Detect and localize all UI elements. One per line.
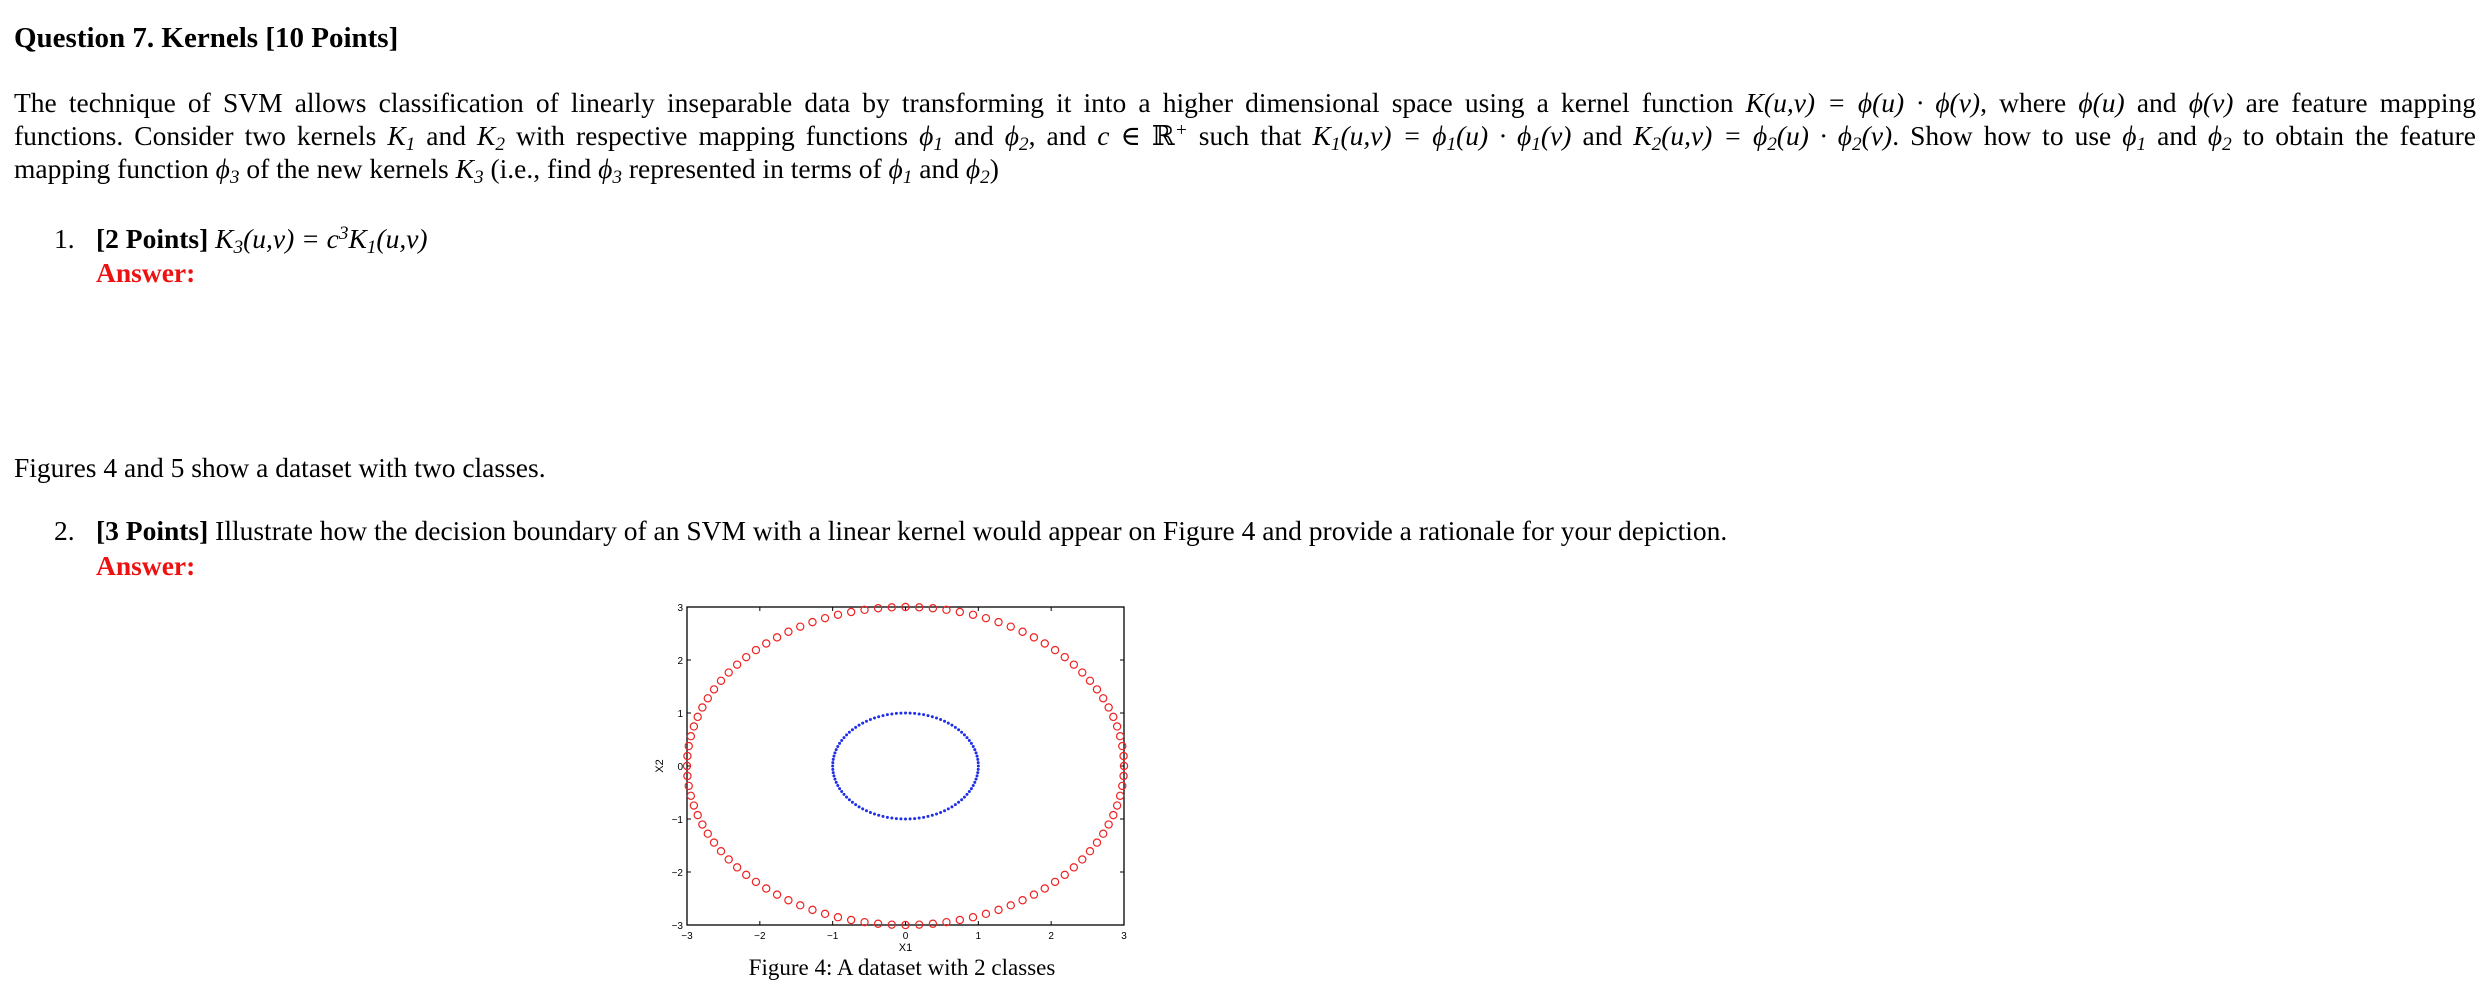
inner-class-point	[843, 736, 846, 739]
outer-class-point	[797, 902, 804, 909]
outer-class-point	[1114, 723, 1121, 730]
outer-class-point	[1105, 704, 1112, 711]
outer-class-point	[1030, 634, 1037, 641]
axis-ticks	[672, 603, 1128, 942]
inner-class-point	[973, 781, 976, 784]
outer-class-point	[848, 916, 855, 923]
inner-class-point	[950, 805, 953, 808]
outer-class-point	[1100, 830, 1107, 837]
outer-class-point	[785, 897, 792, 904]
inner-class-point	[935, 812, 938, 815]
y-tick-label: 0	[677, 762, 683, 773]
outer-class-point	[710, 839, 717, 846]
inner-class-point	[943, 720, 946, 723]
outer-class-point	[1007, 902, 1014, 909]
question-intro	[14, 86, 2476, 188]
inner-class-point	[904, 818, 907, 821]
answer-label-2: Answer:	[96, 550, 196, 581]
inner-class-point	[960, 731, 963, 734]
scatter-plot	[634, 592, 1154, 954]
outer-class-point	[743, 871, 750, 878]
inner-class-point	[976, 774, 979, 777]
inner-class-point	[954, 726, 957, 729]
y-tick-label: 2	[677, 656, 683, 667]
inner-class-point	[935, 717, 938, 720]
outer-class-point	[1019, 897, 1026, 904]
outer-class-point	[929, 605, 936, 612]
inner-class-point	[939, 718, 942, 721]
x-tick-label: 0	[902, 931, 909, 942]
outer-class-point	[1093, 839, 1100, 846]
inner-class-point	[886, 713, 889, 716]
inner-class-point	[832, 758, 835, 761]
inner-class-point	[836, 745, 839, 748]
inner-class-point	[835, 748, 838, 751]
outer-class-point	[704, 830, 711, 837]
outer-class-point	[690, 802, 697, 809]
outer-class-point	[687, 792, 694, 799]
inner-class-point	[954, 803, 957, 806]
inner-class-point	[976, 771, 979, 774]
inner-class-point	[970, 742, 973, 745]
outer-class-point	[785, 628, 792, 635]
y-tick-label: −1	[671, 815, 683, 826]
inner-class-point	[831, 761, 834, 764]
inner-class-point	[977, 765, 980, 768]
outer-class-point	[1100, 695, 1107, 702]
outer-class-point	[1051, 878, 1058, 885]
inner-class-point	[947, 722, 950, 725]
outer-class-point	[1030, 891, 1037, 898]
inner-class-point	[977, 761, 980, 764]
inner-class-point	[922, 713, 925, 716]
inner-class-point	[886, 816, 889, 819]
x-tick-label: 1	[975, 931, 982, 942]
inner-class-point	[873, 812, 876, 815]
outer-class-point	[725, 669, 732, 676]
inner-class-point	[947, 807, 950, 810]
outer-class-point	[1114, 802, 1121, 809]
inner-class-point	[832, 771, 835, 774]
outer-class-point	[685, 782, 692, 789]
inner-class-point	[899, 712, 902, 715]
inner-class-point	[904, 712, 907, 715]
outer-class-point	[809, 906, 816, 913]
outer-class-point	[809, 619, 816, 626]
outer-class-point	[982, 910, 989, 917]
inner-class-point	[960, 798, 963, 801]
inner-class-point	[881, 714, 884, 717]
outer-class-point	[821, 615, 828, 622]
outer-class-point	[704, 695, 711, 702]
outer-class-point	[1061, 654, 1068, 661]
outer-class-point	[834, 611, 841, 618]
inner-class-point	[843, 793, 846, 796]
inner-class-point	[973, 748, 976, 751]
x-tick-label: −1	[826, 931, 839, 942]
outer-class-point	[725, 856, 732, 863]
inner-class-point	[950, 724, 953, 727]
outer-class-point	[1070, 661, 1077, 668]
y-tick-label: 1	[677, 709, 683, 720]
inner-class-point	[869, 718, 872, 721]
outer-class-point	[690, 723, 697, 730]
subquestion-2	[54, 514, 2054, 550]
outer-class-point	[717, 848, 724, 855]
inner-class-point	[939, 811, 942, 814]
outer-class-point	[875, 605, 882, 612]
outer-class-point	[982, 615, 989, 622]
inner-class-point	[832, 774, 835, 777]
subquestion-1-number: 1.	[54, 223, 75, 254]
inner-class-point	[972, 784, 975, 787]
inner-class-point	[976, 758, 979, 761]
inner-class-point	[877, 715, 880, 718]
outer-class-point	[1110, 713, 1117, 720]
outer-class-point	[956, 916, 963, 923]
inner-class-point	[918, 712, 921, 715]
x-axis-label: X1	[898, 942, 913, 954]
inner-class-point	[968, 739, 971, 742]
subquestion-2-number: 2.	[54, 515, 75, 546]
figures-intro-text: Figures 4 and 5 show a dataset with two classes.	[14, 452, 546, 483]
x-tick-label: 2	[1048, 931, 1054, 942]
inner-class-point	[858, 805, 861, 808]
x-tick-label: 3	[1121, 931, 1127, 942]
inner-class-point	[835, 781, 838, 784]
inner-class-point	[913, 712, 916, 715]
outer-class-point	[1007, 623, 1014, 630]
inner-class-point	[840, 790, 843, 793]
inner-class-point	[931, 715, 934, 718]
outer-class-point	[1086, 848, 1093, 855]
inner-class-point	[851, 728, 854, 731]
inner-class-point	[831, 765, 834, 768]
inner-class-point	[833, 751, 836, 754]
outer-class-point	[1070, 864, 1077, 871]
outer-class-point	[1093, 686, 1100, 693]
inner-class-point	[848, 731, 851, 734]
outer-class-points	[683, 603, 1127, 928]
outer-class-point	[699, 821, 706, 828]
outer-class-point	[773, 891, 780, 898]
outer-class-point	[1086, 677, 1093, 684]
outer-class-point	[1117, 792, 1124, 799]
inner-class-point	[965, 793, 968, 796]
x-tick-label: −2	[754, 931, 766, 942]
answer-label-1: Answer:	[96, 257, 196, 288]
y-axis-label: X2	[654, 759, 666, 773]
y-tick-label: 3	[677, 603, 683, 614]
inner-class-point	[881, 815, 884, 818]
outer-class-point	[710, 686, 717, 693]
outer-class-point	[969, 611, 976, 618]
inner-class-point	[977, 768, 980, 771]
inner-class-point	[927, 714, 930, 717]
outer-class-point	[752, 878, 759, 885]
outer-class-point	[929, 920, 936, 927]
inner-class-point	[865, 809, 868, 812]
inner-class-point	[848, 798, 851, 801]
inner-class-point	[909, 712, 912, 715]
y-tick-label: −2	[671, 868, 683, 879]
outer-class-point	[1041, 885, 1048, 892]
inner-class-point	[869, 811, 872, 814]
outer-class-point	[1051, 646, 1058, 653]
y-tick-label: −3	[671, 921, 683, 932]
inner-class-point	[957, 801, 960, 804]
intro-line-1: The technique of SVM allows classification of linearly inseparable data by transforming it into a higher dimensional space using a kernel function K(u,v) = ϕ(u) · ϕ(v), where ϕ(u) and ϕ(v) are feature mapping	[14, 87, 2476, 118]
outer-class-point	[1019, 628, 1026, 635]
inner-class-point	[918, 817, 921, 820]
outer-class-point	[699, 704, 706, 711]
inner-class-point	[873, 717, 876, 720]
outer-class-point	[752, 646, 759, 653]
inner-class-point	[913, 817, 916, 820]
inner-class-point	[865, 720, 868, 723]
outer-class-point	[1119, 782, 1126, 789]
outer-class-point	[834, 914, 841, 921]
inner-class-point	[890, 817, 893, 820]
inner-class-point	[931, 814, 934, 817]
figure-4	[634, 592, 1154, 992]
x-tick-label: −3	[681, 931, 693, 942]
intro-line-3: mapping function $\phi_3$ of the new kernels $K_3$ (i.e., find $\phi_3$ represented in terms of $\phi_1$ and $\phi_2$)	[14, 153, 999, 188]
outer-class-point	[743, 654, 750, 661]
outer-class-point	[1079, 669, 1086, 676]
figure-caption: Figure 4: A dataset with 2 classes	[748, 955, 1056, 980]
plot-frame	[687, 607, 1124, 925]
outer-class-point	[773, 634, 780, 641]
kernel-definition: K(u,v) = ϕ(u) · ϕ(v)	[1745, 87, 1981, 118]
outer-class-point	[956, 608, 963, 615]
inner-class-point	[854, 803, 857, 806]
inner-class-point	[890, 712, 893, 715]
outer-class-point	[797, 623, 804, 630]
outer-class-point	[821, 910, 828, 917]
outer-class-point	[763, 640, 770, 647]
inner-class-point	[895, 817, 898, 820]
outer-class-point	[717, 677, 724, 684]
inner-class-point	[845, 796, 848, 799]
inner-class-point	[972, 745, 975, 748]
outer-class-point	[848, 608, 855, 615]
inner-class-point	[899, 817, 902, 820]
inner-class-point	[877, 814, 880, 817]
inner-class-point	[975, 778, 978, 781]
inner-class-point	[965, 736, 968, 739]
inner-class-point	[970, 787, 973, 790]
subquestion-2-text: [3 Points] Illustrate how the decision boundary of an SVM with a linear kernel would appear on Figure 4 and provide a rationale for your depiction.	[96, 515, 1728, 546]
subquestion-1-text: [2 Points] $K_3(u,v) = c^3K_1(u,v)$	[96, 223, 428, 258]
outer-class-point	[1119, 742, 1126, 749]
inner-class-point	[963, 796, 966, 799]
inner-class-point	[861, 807, 864, 810]
inner-class-point	[957, 728, 960, 731]
inner-class-point	[922, 816, 925, 819]
inner-class-points	[831, 712, 980, 821]
outer-class-point	[1110, 812, 1117, 819]
outer-class-point	[1079, 856, 1086, 863]
inner-class-point	[832, 755, 835, 758]
outer-class-point	[1041, 640, 1048, 647]
inner-class-point	[851, 801, 854, 804]
outer-class-point	[1117, 733, 1124, 740]
inner-class-point	[975, 751, 978, 754]
inner-class-point	[845, 733, 848, 736]
inner-class-point	[854, 726, 857, 729]
inner-class-point	[909, 817, 912, 820]
outer-class-point	[1061, 871, 1068, 878]
inner-class-point	[838, 787, 841, 790]
outer-class-point	[685, 742, 692, 749]
outer-class-point	[687, 733, 694, 740]
outer-class-point	[995, 906, 1002, 913]
outer-class-point	[694, 812, 701, 819]
outer-class-point	[1105, 821, 1112, 828]
inner-class-point	[927, 815, 930, 818]
subquestion-1	[54, 222, 1254, 258]
inner-class-point	[858, 724, 861, 727]
outer-class-point	[734, 661, 741, 668]
intro-line-2: functions. Consider two kernels $K_1$ and $K_2$ with respective mapping functions $\phi_1$ and $\phi_2$, and c ∈ ℝ+ such that $K_1(u,v) = \phi_1(u) \cdot \phi_1(v)$ and $K_2(u,v) = \phi_2(u) \cdot \phi_2(v)$. Show how to use $\phi_1$ and $\phi_2$ to obtain the feature	[14, 120, 2476, 155]
inner-class-point	[895, 712, 898, 715]
outer-class-point	[734, 864, 741, 871]
inner-class-point	[943, 809, 946, 812]
inner-class-point	[836, 784, 839, 787]
inner-class-point	[838, 742, 841, 745]
inner-class-point	[963, 733, 966, 736]
inner-class-point	[861, 722, 864, 725]
inner-class-point	[833, 778, 836, 781]
outer-class-point	[763, 885, 770, 892]
question-title: Question 7. Kernels [10 Points]	[14, 22, 399, 54]
inner-class-point	[831, 768, 834, 771]
outer-class-point	[875, 920, 882, 927]
inner-class-point	[976, 755, 979, 758]
outer-class-point	[995, 619, 1002, 626]
outer-class-point	[694, 713, 701, 720]
inner-class-point	[968, 790, 971, 793]
inner-class-point	[840, 739, 843, 742]
outer-class-point	[969, 914, 976, 921]
